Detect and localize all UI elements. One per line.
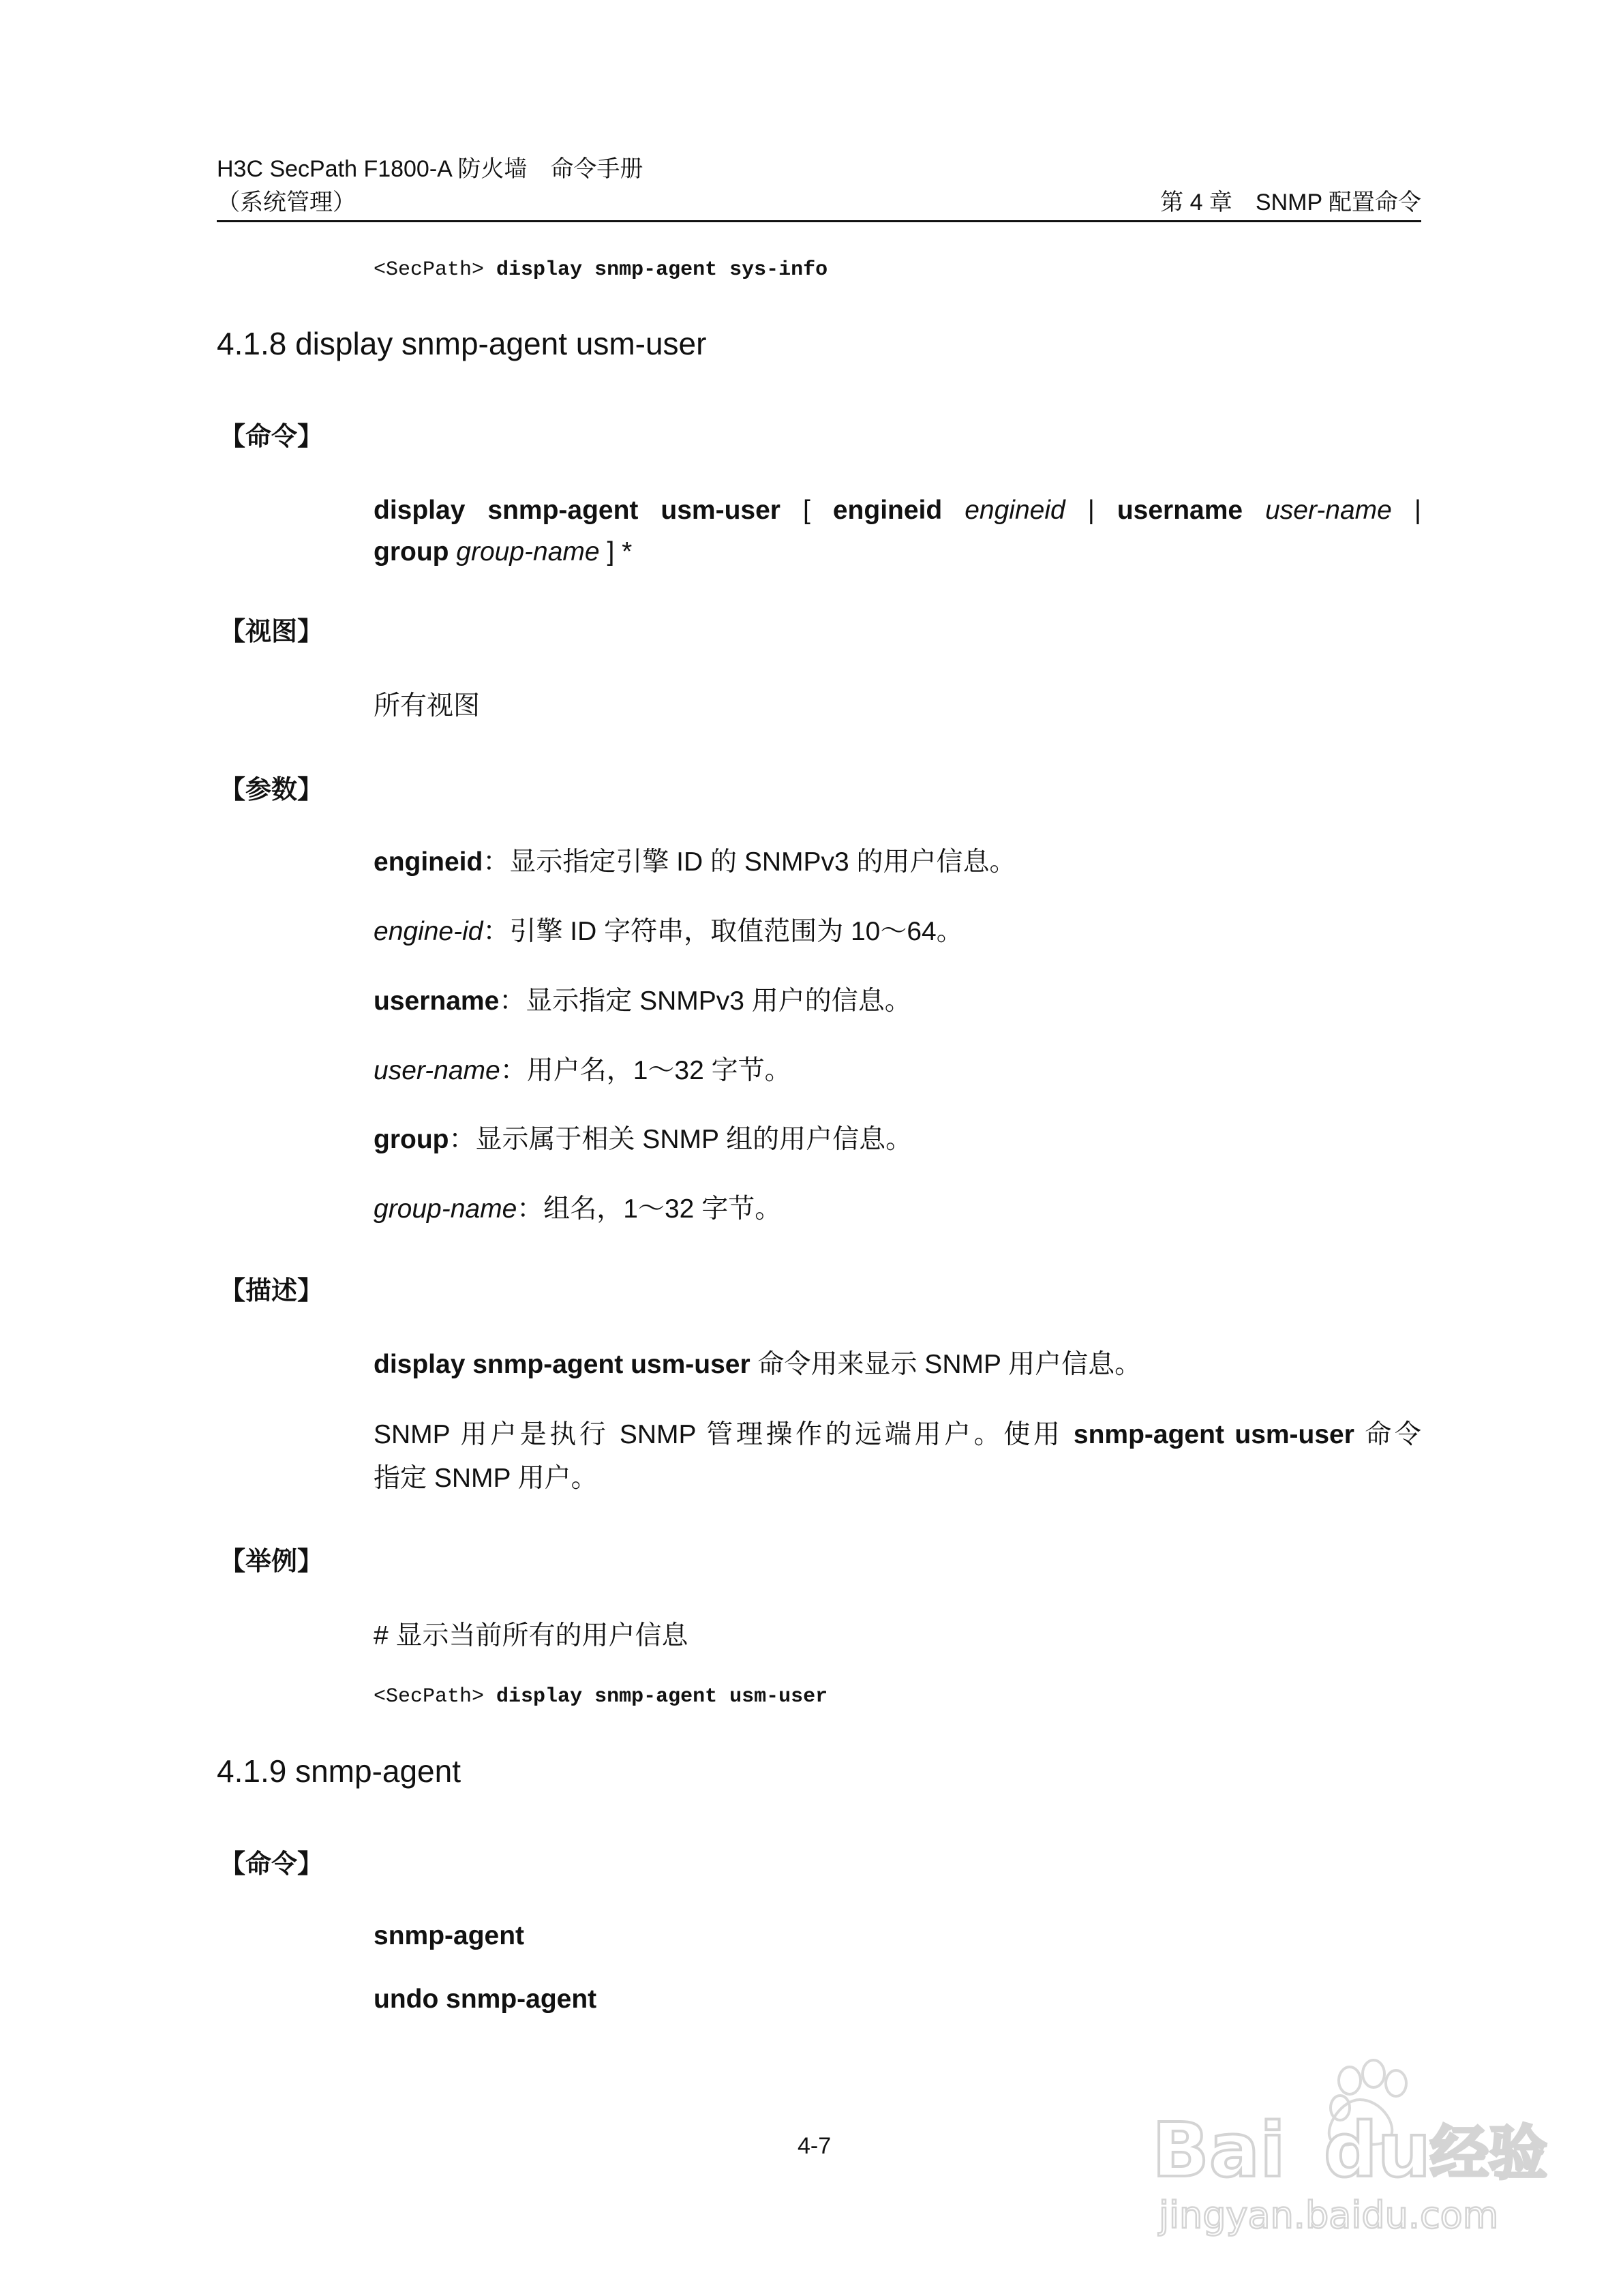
param-item: engine-id：引擎 ID 字符串，取值范围为 10～64。: [374, 917, 963, 946]
code-command: display snmp-agent sys-info: [496, 258, 828, 282]
code-command: display snmp-agent usm-user: [496, 1685, 828, 1708]
description-line3: 指定 SNMP 用户。: [374, 1464, 598, 1493]
header-title: H3C SecPath F1800-A 防火墙 命令手册: [217, 156, 643, 182]
label-command: 【命令】: [219, 423, 324, 451]
label-params: 【参数】: [219, 776, 324, 804]
command-syntax-line2: group group-name ] *: [374, 537, 633, 567]
label-description: 【描述】: [219, 1277, 324, 1305]
code-prompt: <SecPath>: [374, 1685, 485, 1708]
description-line1: display snmp-agent usm-user 命令用来显示 SNMP 用户信息。: [374, 1350, 1142, 1379]
section-title-snmp-agent: 4.1.9 snmp-agent: [217, 1753, 461, 1789]
label-example: 【举例】: [219, 1547, 324, 1576]
header-rule: [217, 220, 1421, 222]
example-comment: # 显示当前所有的用户信息: [374, 1621, 688, 1650]
svg-text:经验: 经验: [1430, 2119, 1547, 2188]
page-number: 4-7: [798, 2133, 832, 2159]
section-title-usm-user: 4.1.8 display snmp-agent usm-user: [217, 326, 707, 361]
param-item: username：显示指定 SNMPv3 用户的信息。: [374, 986, 911, 1016]
command-syntax-line1: display snmp-agent usm-user [ engineid engineid | username user-name |: [374, 496, 1421, 525]
param-item: group-name：组名，1～32 字节。: [374, 1194, 782, 1224]
svg-text:jingyan.baidu.com: jingyan.baidu.com: [1159, 2194, 1499, 2237]
param-item: user-name：用户名，1～32 字节。: [374, 1056, 791, 1085]
label-command: 【命令】: [219, 1850, 324, 1879]
description-line2: SNMP 用户是执行 SNMP 管理操作的远端用户。使用 snmp-agent usm-user 命令: [374, 1420, 1421, 1449]
code-sys-info: [374, 258, 828, 282]
code-usm-user: [374, 1685, 828, 1709]
param-item: engineid：显示指定引擎 ID 的 SNMPv3 的用户信息。: [374, 847, 1016, 877]
command-snmp-agent: snmp-agent: [374, 1921, 525, 1950]
code-prompt: <SecPath>: [374, 258, 485, 282]
param-item: group：显示属于相关 SNMP 组的用户信息。: [374, 1125, 913, 1154]
command-undo-snmp-agent: undo snmp-agent: [374, 1984, 597, 2014]
header-subtitle: （系统管理）: [217, 190, 356, 215]
svg-text:Bai: Bai: [1152, 2106, 1286, 2194]
header-chapter: 第 4 章 SNMP 配置命令: [1160, 190, 1421, 215]
label-view: 【视图】: [219, 618, 324, 646]
svg-text:du: du: [1324, 2106, 1431, 2194]
view-text: 所有视图: [374, 691, 481, 721]
baidu-watermark-logo: [1145, 2052, 1554, 2256]
